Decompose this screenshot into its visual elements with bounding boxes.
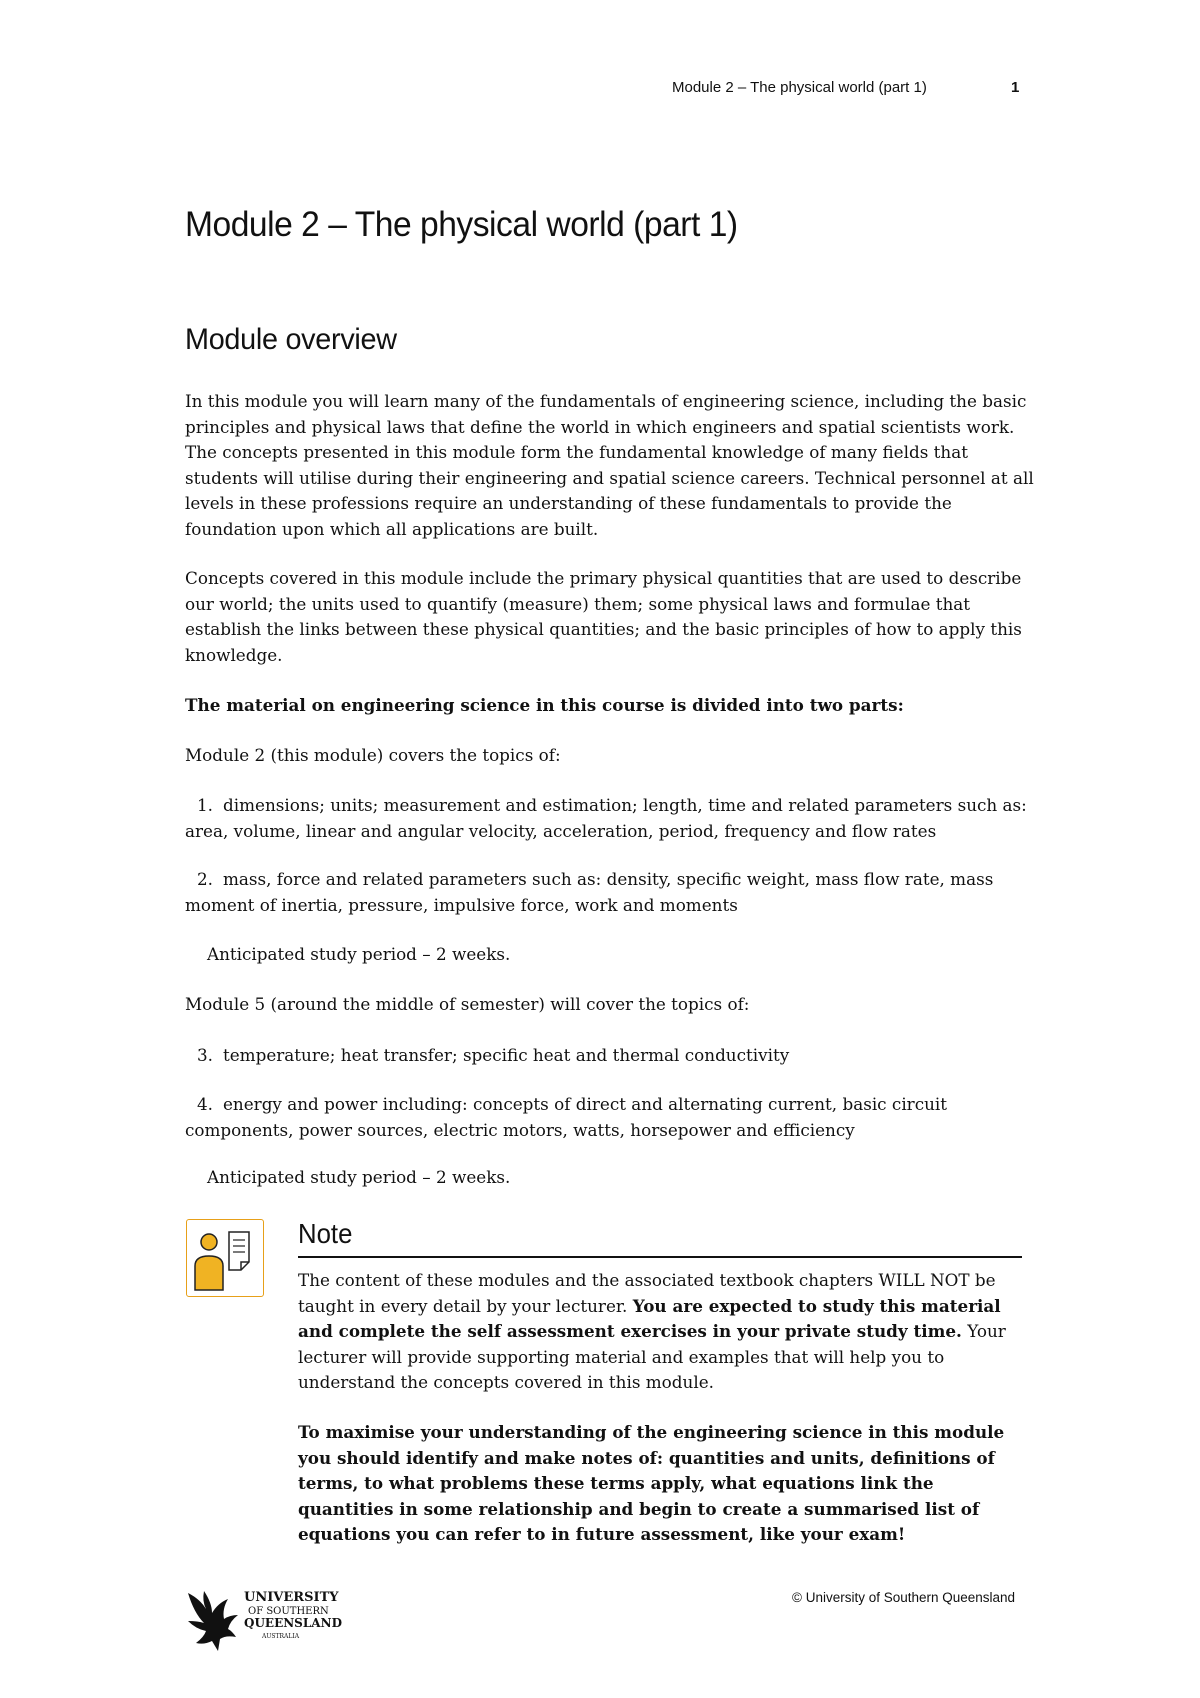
note-body-text: The content of these modules and the associated textbook chapters WILL NOT be taught in every detail by your lecturer. [298, 1270, 996, 1316]
list-item-number: 2. [196, 869, 213, 889]
list-item-number: 3. [196, 1045, 213, 1065]
module2-intro: Module 2 (this module) covers the topics of: [185, 745, 561, 765]
anticipated-study-period: Anticipated study period – 2 weeks. [207, 1167, 511, 1187]
list-item [185, 867, 1035, 918]
page-title: Module 2 – The physical world (part 1) [185, 205, 738, 244]
note-divider [298, 1256, 1022, 1258]
note-person-icon [186, 1219, 264, 1297]
note-body-text: Your lecturer will provide supporting material and examples that will help you to understand the concepts covered in this module. [298, 1321, 1006, 1392]
parts-heading-paragraph: The material on engineering science in this course is divided into two parts: [185, 695, 904, 715]
list-item-text: dimensions; units; measurement and estimation; length, time and related parameters such as: area, volume, linear and angular velocity, acceleration, period, frequency and flow rates [185, 795, 1027, 841]
list-item-text: temperature; heat transfer; specific heat and thermal conductivity [223, 1045, 790, 1065]
intro-paragraph: In this module you will learn many of the fundamentals of engineering science, including the basic principles and physical laws that define the world in which engineers and spatial scientists work. The concepts presented in this module form the fundamental knowledge of many fields that students will utilise during their engineering and spatial science careers. Technical personnel at all levels in these professions require an understanding of these fundamentals to provide the foundation upon which all applications are built. [185, 391, 1034, 539]
logo-line: AUSTRALIA [262, 1633, 300, 1640]
logo-line: OF SOUTHERN [248, 1606, 329, 1617]
note-title: Note [298, 1218, 353, 1249]
section-heading: Module overview [185, 323, 397, 356]
university-logo [182, 1585, 342, 1655]
anticipated-study-period: Anticipated study period – 2 weeks. [207, 944, 511, 964]
list-item [185, 1092, 1035, 1143]
note-body [298, 1268, 1028, 1396]
list-item-text: mass, force and related parameters such as: density, specific weight, mass flow rate, mass moment of inertia, pressure, impulsive force, work and moments [185, 869, 994, 915]
list-item-text: energy and power including: concepts of direct and alternating current, basic circuit components, power sources, electric motors, watts, horsepower and efficiency [185, 1094, 948, 1140]
list-item-number: 1. [196, 795, 213, 815]
running-header-title: Module 2 – The physical world (part 1) [672, 79, 927, 96]
copyright-notice: © University of Southern Queensland [792, 1590, 1016, 1605]
list-item [185, 1043, 1035, 1069]
logo-line: UNIVERSITY [244, 1590, 339, 1605]
logo-line: QUEENSLAND [244, 1616, 342, 1630]
module5-intro: Module 5 (around the middle of semester) will cover the topics of: [185, 994, 750, 1014]
note-body-emphasis: You are expected to study this material and complete the self assessment exercises in your private study time. [298, 1295, 1001, 1341]
list-item-number: 4. [196, 1094, 213, 1114]
list-item [185, 793, 1035, 844]
concepts-paragraph: Concepts covered in this module include the primary physical quantities that are used to describe our world; the units used to quantify (measure) them; some physical laws and formulae that establish the links between these physical quantities; and the basic principles of how to apply this knowledge. [185, 568, 1022, 665]
page-number: 1 [1011, 79, 1020, 96]
note-bold-paragraph: To maximise your understanding of the engineering science in this module you should identify and make notes of: quantities and units, definitions of terms, to what problems these terms apply, what equations link the quantities in some relationship and begin to create a summarised list of equations you can refer to in future assessment, like your exam! [298, 1422, 1005, 1544]
